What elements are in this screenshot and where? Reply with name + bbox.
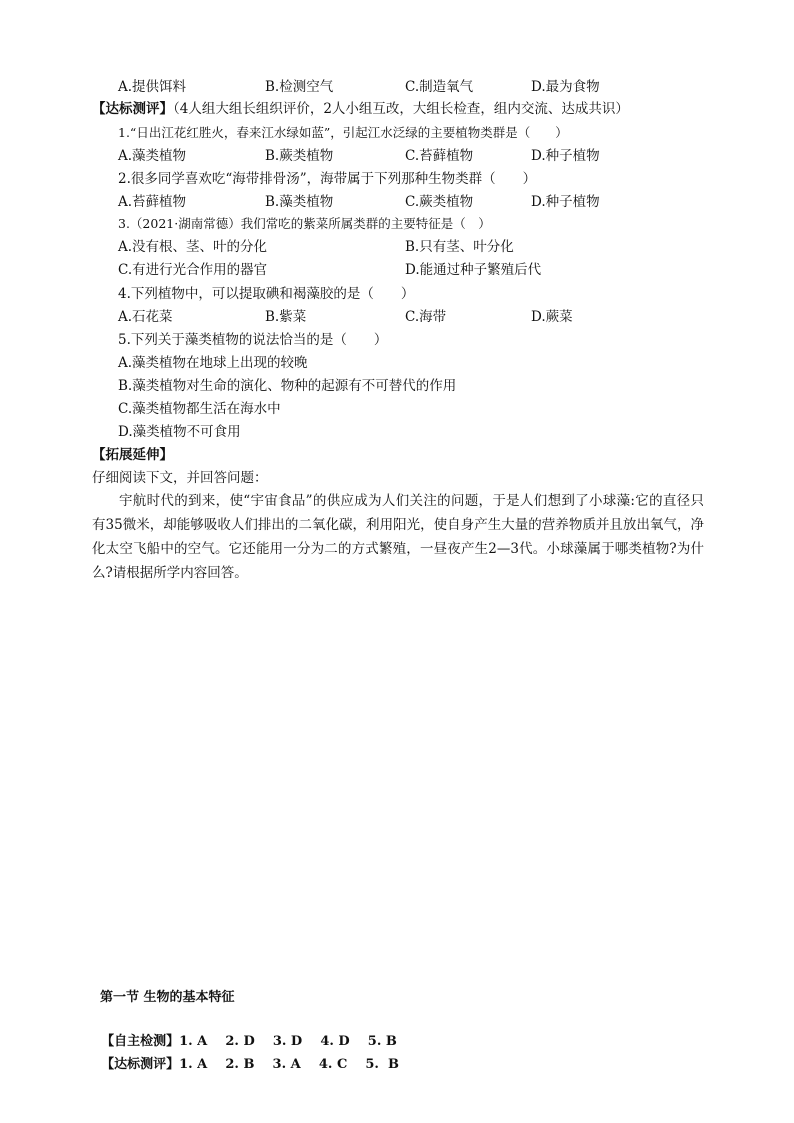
extension-instruction: 仔细阅读下文，并回答问题： (92, 470, 268, 486)
question-2-stem: 2.很多同学喜欢吃“海带排骨汤”，海带属于下列那种生物类群（ ） (118, 171, 537, 187)
answer-row-label: 【达标测评】 (101, 1057, 180, 1072)
q3-option-a: A.没有根、茎、叶的分化 (118, 239, 268, 255)
q2-option-d: D.种子植物 (531, 194, 600, 210)
question-3-options-row-1 (0, 237, 794, 257)
answer-row-label: 【自主检测】 (101, 1034, 180, 1049)
q3-option-b: B.只有茎、叶分化 (405, 239, 514, 255)
q1-option-d: D.种子植物 (531, 148, 600, 164)
answer-row-assessment (92, 1035, 399, 1075)
q1-option-c: C.苔藓植物 (405, 148, 474, 164)
q2-option-c: C.蕨类植物 (405, 194, 474, 210)
assessment-heading-line (92, 99, 629, 119)
q5-option-d: D.藻类植物不可食用 (118, 424, 241, 440)
extension-heading: 【拓展延伸】 (92, 447, 173, 463)
question-4-stem: 4.下列植物中，可以提取碘和褐藻胶的是（ ） (118, 286, 415, 302)
option-d: D.最为食物 (531, 79, 600, 95)
q1-option-a: A.藻类植物 (118, 148, 187, 164)
q3-option-c: C.有进行光合作用的器官 (118, 262, 268, 278)
answer-row-items: 1. A 2. D 3. D 4. D 5. B (179, 1034, 397, 1049)
q4-option-d: D.蕨菜 (531, 309, 573, 325)
q3-option-d: D.能通过种子繁殖后代 (405, 262, 542, 278)
option-a: A.提供饵料 (118, 79, 187, 95)
q5-option-a: A.藻类植物在地球上出现的较晚 (118, 355, 308, 371)
answer-row-items: 1. A 2. B 3. A 4. C 5. B (179, 1057, 399, 1072)
q1-option-b: B.蕨类植物 (265, 148, 334, 164)
assessment-heading: 【达标测评】 (92, 101, 173, 117)
q5-option-b: B.藻类植物对生命的演化、物种的起源有不可替代的作用 (118, 378, 457, 394)
q4-option-c: C.海带 (405, 309, 447, 325)
top-options-row (0, 77, 794, 97)
q4-option-a: A.石花菜 (118, 309, 173, 325)
question-1-stem: 1.“日出江花红胜火，春来江水绿如蓝”，引起江水泛绿的主要植物类群是（ ） (118, 125, 568, 140)
q2-option-b: B.藻类植物 (265, 194, 334, 210)
question-2-options (0, 192, 794, 212)
q5-option-c: C.藻类植物都生活在海水中 (118, 401, 281, 417)
answers-section-title: 第一节 生物的基本特征 (100, 990, 235, 1005)
question-5-stem: 5.下列关于藻类植物的说法恰当的是（ ） (118, 332, 388, 348)
question-3-stem: 3.（2021·湖南常德）我们常吃的紫菜所属类群的主要特征是（ ） (118, 216, 491, 231)
option-b: B.检测空气 (265, 79, 334, 95)
question-4-options (0, 307, 794, 327)
question-1-options (0, 146, 794, 166)
question-3-options-row-2 (0, 260, 794, 280)
assessment-note: （4人组大组长组织评价，2人小组互改，大组长检查，组内交流、达成共识） (173, 101, 629, 117)
extension-paragraph: 宇航时代的到来，使“宇宙食品”的供应成为人们关注的问题，于是人们想到了小球藻:它的直径只有35微米，却能够吸收人们排出的二氧化碳，利用阳光，使自身产生大量的营养物质并且放出氧气，净化太空飞船中的空气。它还能用一分为二的方式繁殖，一昼夜产生2—3代。小球藻属于哪类植物?为什么?请根据所学内容回答。 (92, 493, 704, 581)
q4-option-b: B.紫菜 (265, 309, 307, 325)
q2-option-a: A.苔藓植物 (118, 194, 187, 210)
option-c: C.制造氧气 (405, 79, 474, 95)
